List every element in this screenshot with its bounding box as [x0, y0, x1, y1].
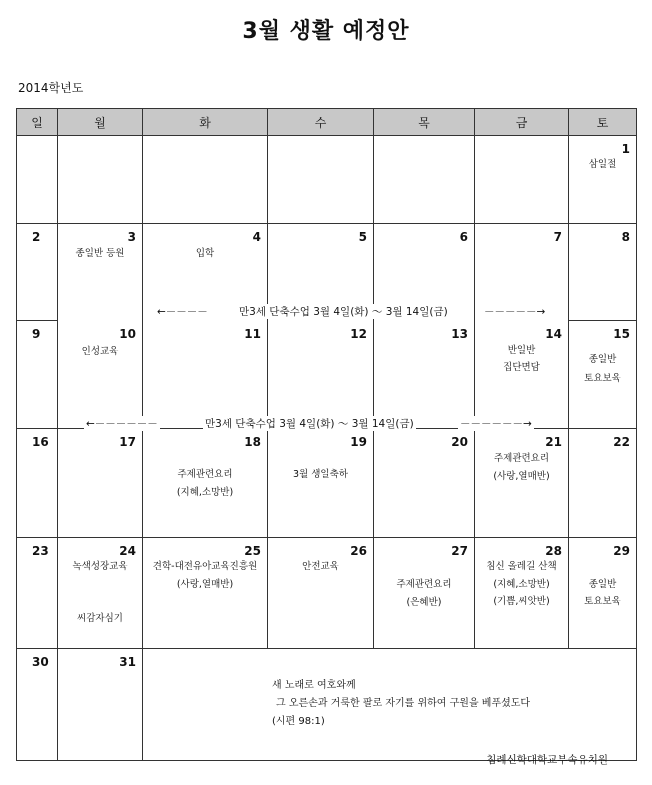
date-number: 14	[545, 326, 562, 341]
date-number: 17	[119, 435, 136, 449]
event-text: (기쁨,씨앗반)	[493, 596, 550, 607]
event-text: 종일반	[588, 579, 617, 590]
date-number: 30	[32, 655, 49, 669]
week-row	[17, 429, 637, 538]
date-number: 26	[350, 544, 367, 558]
verse-reference: (시편 98:1)	[272, 716, 325, 727]
day-cell	[475, 136, 569, 224]
calendar-table	[16, 108, 637, 761]
date-number: 6	[459, 230, 468, 244]
day-cell	[58, 136, 143, 224]
event-text: 주제관련요리	[177, 469, 233, 480]
day-cell	[58, 429, 143, 538]
day-cell	[143, 136, 268, 224]
span-arrow-right: －－－－－－→	[460, 418, 532, 430]
event-text: 주제관련요리	[493, 453, 550, 464]
event-text: 토요보육	[584, 373, 621, 384]
event-text: 침신 올레길 산책	[486, 561, 557, 572]
day-cell	[569, 538, 637, 649]
date-number: 19	[350, 435, 367, 449]
date-number: 15	[613, 327, 630, 341]
event-text: 3월 생일축하	[293, 469, 348, 480]
span-arrow-left: ←－－－－	[157, 306, 208, 318]
weekday-mon: 월	[58, 109, 143, 136]
event-text: (사랑,열매반)	[493, 471, 550, 482]
date-number: 12	[350, 326, 367, 341]
event-text: (지혜,소망반)	[176, 487, 234, 498]
date-number: 7	[553, 230, 562, 244]
date-number: 27	[451, 544, 468, 558]
week-row	[17, 321, 637, 429]
event-text: 반일반	[507, 344, 536, 356]
span-arrow-left: ←－－－－－－	[86, 418, 158, 430]
week-row	[17, 538, 637, 649]
day-cell	[58, 649, 143, 761]
event-text: 녹색성장교육	[72, 561, 128, 572]
day-cell	[17, 429, 58, 538]
date-number: 10	[119, 326, 136, 341]
shortened-class-note: 만3세 단축수업 3월 4일(화) ～ 3월 14일(금)	[205, 418, 414, 430]
weekday-thu: 목	[374, 109, 475, 136]
date-number: 1	[621, 142, 630, 156]
day-cell	[17, 224, 58, 321]
verse-line-1: 새 노래로 여호와께	[272, 680, 356, 691]
date-number: 18	[244, 435, 261, 449]
day-cell	[475, 321, 569, 429]
event-text: 종일반 등원	[75, 248, 125, 259]
day-cell	[475, 429, 569, 538]
date-number: 21	[545, 435, 562, 449]
day-cell	[475, 538, 569, 649]
day-cell	[143, 538, 268, 649]
date-number: 31	[119, 655, 136, 669]
date-number: 28	[545, 544, 562, 558]
day-cell	[268, 429, 374, 538]
event-text: 인성교육	[81, 345, 119, 357]
date-number: 25	[244, 544, 261, 558]
event-text: (사랑,열매반)	[176, 579, 234, 590]
weekday-sun: 일	[17, 109, 58, 136]
day-cell	[58, 538, 143, 649]
event-text: 안전교육	[302, 561, 339, 572]
weekday-fri: 금	[475, 109, 569, 136]
day-cell	[143, 321, 268, 429]
shortened-class-note: 만3세 단축수업 3월 4일(화) ～ 3월 14일(금)	[239, 306, 448, 318]
day-cell	[268, 321, 374, 429]
event-text: 삼일절	[588, 159, 617, 170]
day-cell	[17, 136, 58, 224]
event-text: 집단면담	[503, 361, 540, 373]
weekday-wed: 수	[268, 109, 374, 136]
date-number: 16	[32, 435, 49, 449]
event-text: (지혜,소망반)	[493, 579, 550, 590]
day-cell	[268, 538, 374, 649]
day-cell	[569, 136, 637, 224]
date-number: 20	[451, 435, 468, 449]
date-number: 3	[127, 230, 136, 244]
day-cell	[17, 649, 58, 761]
weekday-tue: 화	[143, 109, 268, 136]
day-cell	[17, 538, 58, 649]
event-text: (은혜반)	[406, 597, 442, 608]
day-cell	[374, 538, 475, 649]
day-cell	[569, 429, 637, 538]
event-text: 견학-대전유아교육진흥원	[152, 561, 258, 572]
day-cell	[17, 321, 58, 429]
date-number: 8	[621, 230, 630, 244]
event-text: 종일반	[588, 354, 617, 365]
organization-name: 침례신학대학교부속유치원	[486, 754, 608, 766]
day-cell	[58, 321, 143, 429]
date-number: 2	[32, 230, 41, 244]
page-title: 3월 생활 예정안	[242, 19, 410, 44]
date-number: 5	[358, 230, 367, 244]
event-text: 토요보육	[584, 596, 621, 607]
day-cell	[268, 136, 374, 224]
event-text: 주제관련요리	[396, 579, 452, 590]
day-cell	[569, 224, 637, 321]
day-cell	[58, 224, 143, 321]
weekday-header-row	[17, 109, 637, 136]
date-number: 24	[119, 544, 136, 558]
date-number: 11	[244, 326, 261, 341]
date-number: 23	[32, 544, 49, 558]
date-number: 22	[613, 435, 630, 449]
day-cell	[374, 136, 475, 224]
day-cell	[143, 429, 268, 538]
weekday-sat: 토	[569, 109, 637, 136]
week-row	[17, 136, 637, 224]
day-cell	[569, 321, 637, 429]
date-number: 29	[613, 544, 630, 558]
date-number: 13	[451, 326, 468, 341]
school-year: 2014학년도	[18, 81, 84, 95]
date-number: 4	[252, 230, 261, 244]
day-cell	[374, 429, 475, 538]
day-cell	[374, 321, 475, 429]
span-arrow-right: －－－－－→	[484, 306, 546, 318]
date-number: 9	[32, 327, 41, 341]
event-text: 입학	[195, 248, 215, 259]
event-text: 씨감자심기	[77, 613, 123, 624]
verse-line-2: 그 오른손과 거룩한 팔로 자기를 위하여 구원을 베푸셨도다	[276, 698, 531, 709]
